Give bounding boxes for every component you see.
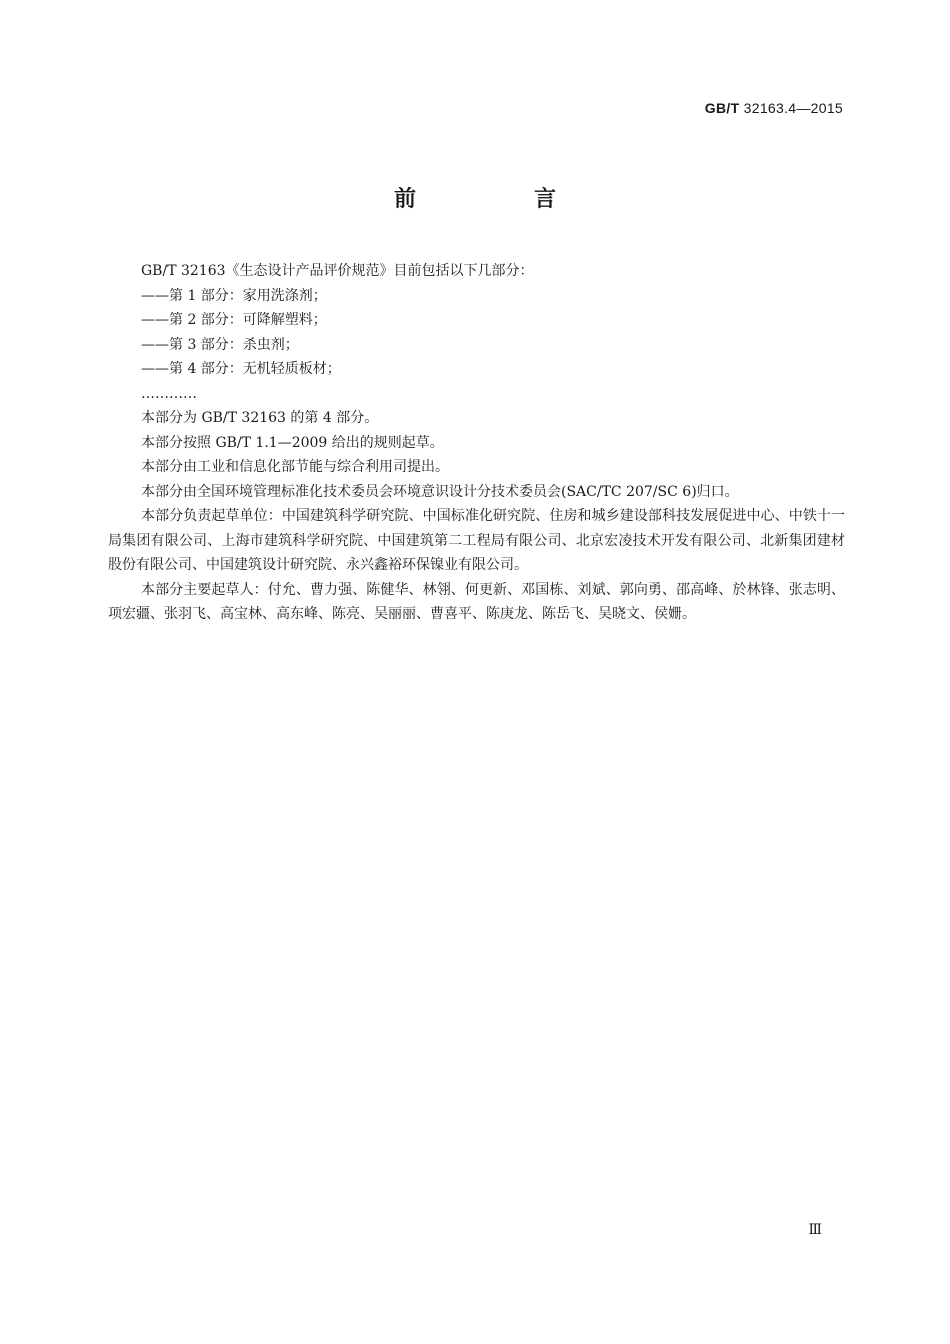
list-item: ——第 2 部分：可降解塑料； [141,312,327,328]
paragraph: 本部分由工业和信息化部节能与综合利用司提出。 [141,459,449,475]
standard-prefix: GB/T [704,100,740,116]
foreword-body [108,259,845,627]
drafting-units-paragraph: 本部分负责起草单位：中国建筑科学研究院、中国标准化研究院、住房和城乡建设部科技发展促进中心、中铁十一局集团有限公司、上海市建筑科学研究院、中国建筑第二工程局有限公司、北京宏凌技术开发有限公司、北新集团建材股份有限公司、中国建筑设计研究院、永兴鑫裕环保镍业有限公司。 [108,508,845,573]
paragraph: 本部分为 GB/T 32163 的第 4 部分。 [141,410,379,426]
page-title: 前 言 [393,187,604,212]
standard-number: 32163.4—2015 [743,100,843,116]
paragraph: 本部分由全国环境管理标准化技术委员会环境意识设计分技术委员会(SAC/TC 207/SC 6)归口。 [141,483,739,500]
list-item: ——第 4 部分：无机轻质板材； [141,361,341,377]
standard-code [705,100,843,116]
list-ellipsis: ………… [141,385,197,402]
list-item: ——第 1 部分：家用洗涤剂； [141,287,327,304]
paragraph: 本部分按照 GB/T 1.1—2009 给出的规则起草。 [141,434,444,451]
intro-paragraph: GB/T 32163《生态设计产品评价规范》目前包括以下几部分： [141,263,534,279]
drafters-paragraph: 本部分主要起草人：付允、曹力强、陈健华、林翎、何更新、邓国栋、刘斌、郭向勇、邵高峰、於林锋、张志明、项宏疆、张羽飞、高宝林、高东峰、陈亮、吴丽丽、曹喜平、陈庚龙、陈岳飞、吴晓文、侯姗。 [108,581,845,622]
page-number: Ⅲ [808,1223,822,1238]
list-item: ——第 3 部分：杀虫剂； [141,336,299,353]
